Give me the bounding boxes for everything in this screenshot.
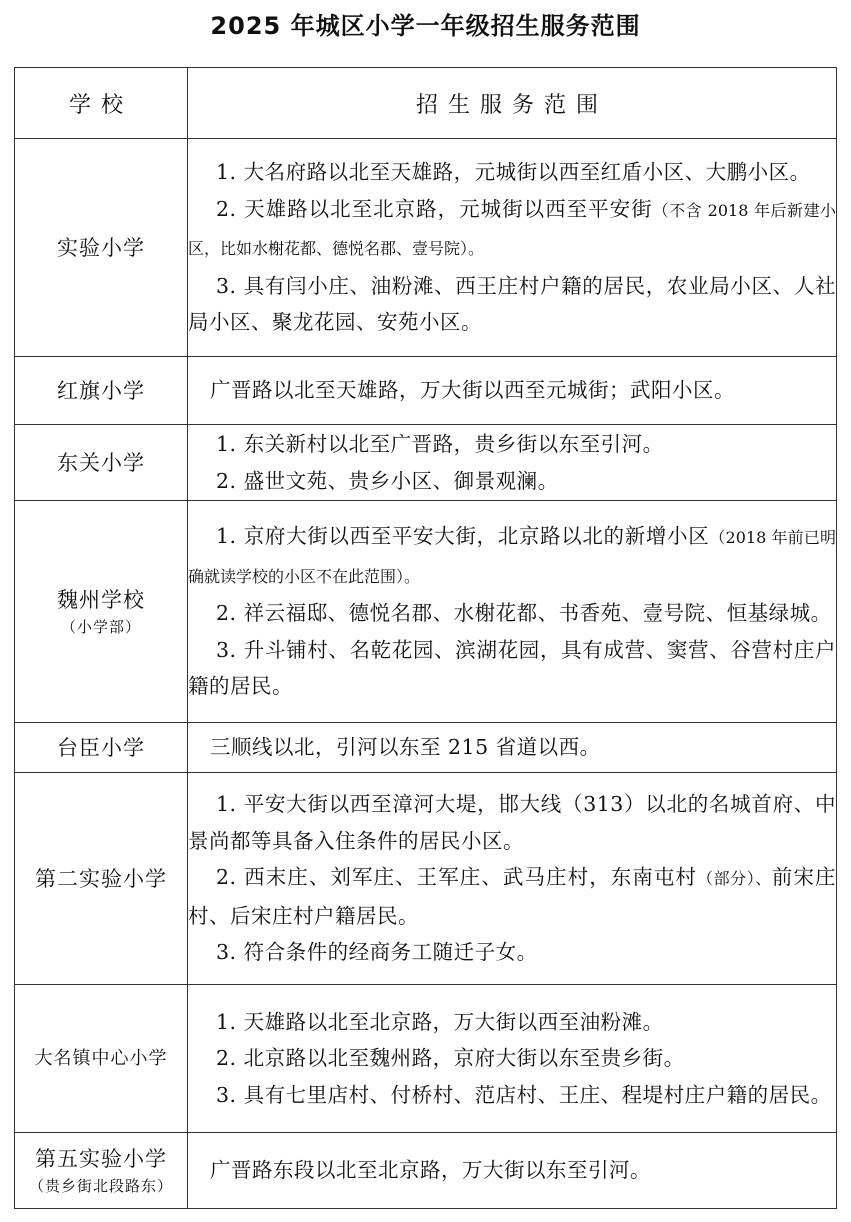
school-name: 第二实验小学 [15, 773, 188, 985]
range-item: 三顺线以北，引河以东至 215 省道以西。 [210, 735, 601, 760]
range-note: （部分）、 [697, 869, 772, 889]
range-item: 3. 符合条件的经商务工随迁子女。 [216, 940, 538, 965]
range-item: 2. 西末庄、刘军庄、王军庄、武马庄村，东南屯村（部分）、前宋庄村、后宋庄村户籍居民。 [188, 865, 837, 928]
range-cell [188, 1133, 837, 1209]
range-item: 1. 天雄路以北至北京路，万大街以西至油粉滩。 [216, 1009, 664, 1034]
table-row [15, 723, 837, 773]
range-cell [188, 723, 837, 773]
range-item: 2. 天雄路以北至北京路，元城街以西至平安街（不含 2018 年后新建小区，比如水榭花都、德悦名郡、壹号院）。 [188, 196, 836, 259]
range-item: 2. 祥云福邸、德悦名郡、水榭花都、书香苑、壹号院、恒基绿城。 [216, 601, 832, 626]
range-item: 1. 大名府路以北至天雄路，元城街以西至红盾小区、大鹏小区。 [216, 160, 811, 185]
header-school: 学校 [15, 68, 188, 139]
school-subname: （小学部） [60, 617, 141, 636]
table-row [15, 425, 837, 501]
range-item: 2. 盛世文苑、贵乡小区、御景观澜。 [216, 468, 559, 493]
range-cell [188, 139, 837, 357]
school-name: 红旗小学 [15, 357, 188, 425]
table-row [15, 357, 837, 425]
range-cell [188, 773, 837, 985]
school-name: 实验小学 [15, 139, 188, 357]
school-name: 台臣小学 [15, 723, 188, 773]
table-row [15, 985, 837, 1133]
range-note: （2018 年前已明确就读学校的小区不在此范围）。 [188, 528, 837, 586]
enrollment-scope-table [14, 67, 837, 1209]
range-item: 2. 北京路以北至魏州路，京府大街以东至贵乡街。 [216, 1046, 685, 1071]
header-range: 招生服务范围 [188, 68, 837, 139]
range-item: 广晋路东段以北至北京路，万大街以东至引河。 [210, 1158, 651, 1183]
table-row [15, 773, 837, 985]
range-item: 1. 京府大街以西至平安大街，北京路以北的新增小区（2018 年前已明确就读学校的小区不在此范围）。 [188, 524, 837, 586]
school-name: 大名镇中心小学 [15, 985, 188, 1133]
range-item: 3. 具有七里店村、付桥村、范店村、王庄、程堤村庄户籍的居民。 [216, 1082, 832, 1107]
table-row [15, 139, 837, 357]
range-item: 1. 东关新村以北至广晋路，贵乡街以东至引河。 [216, 431, 664, 456]
school-subname: （贵乡街北段路东） [28, 1176, 173, 1195]
school-name: 第五实验小学 （贵乡街北段路东） [15, 1133, 188, 1209]
range-note: （不含 2018 年后新建小区，比如水榭花都、德悦名郡、壹号院）。 [188, 200, 836, 259]
table-row [15, 501, 837, 723]
school-name: 魏州学校 （小学部） [15, 501, 188, 723]
table-header-row [15, 68, 837, 139]
range-item: 3. 升斗铺村、名乾花园、滨湖花园，具有成营、窦营、谷营村庄户籍的居民。 [188, 637, 836, 699]
range-cell [188, 357, 837, 425]
range-item: 3. 具有闫小庄、油粉滩、西王庄村户籍的居民，农业局小区、人社局小区、聚龙花园、安苑小区。 [188, 273, 836, 335]
school-name: 东关小学 [15, 425, 188, 501]
table-row [15, 1133, 837, 1209]
range-cell [188, 425, 837, 501]
document-title: 2025 年城区小学一年级招生服务范围 [210, 12, 641, 40]
range-item: 广晋路以北至天雄路，万大街以西至元城街；武阳小区。 [210, 378, 735, 403]
range-item: 1. 平安大街以西至漳河大堤，邯大线（313）以北的名城首府、中景尚都等具备入住条件的居民小区。 [188, 792, 836, 853]
range-cell [188, 501, 837, 723]
range-cell [188, 985, 837, 1133]
